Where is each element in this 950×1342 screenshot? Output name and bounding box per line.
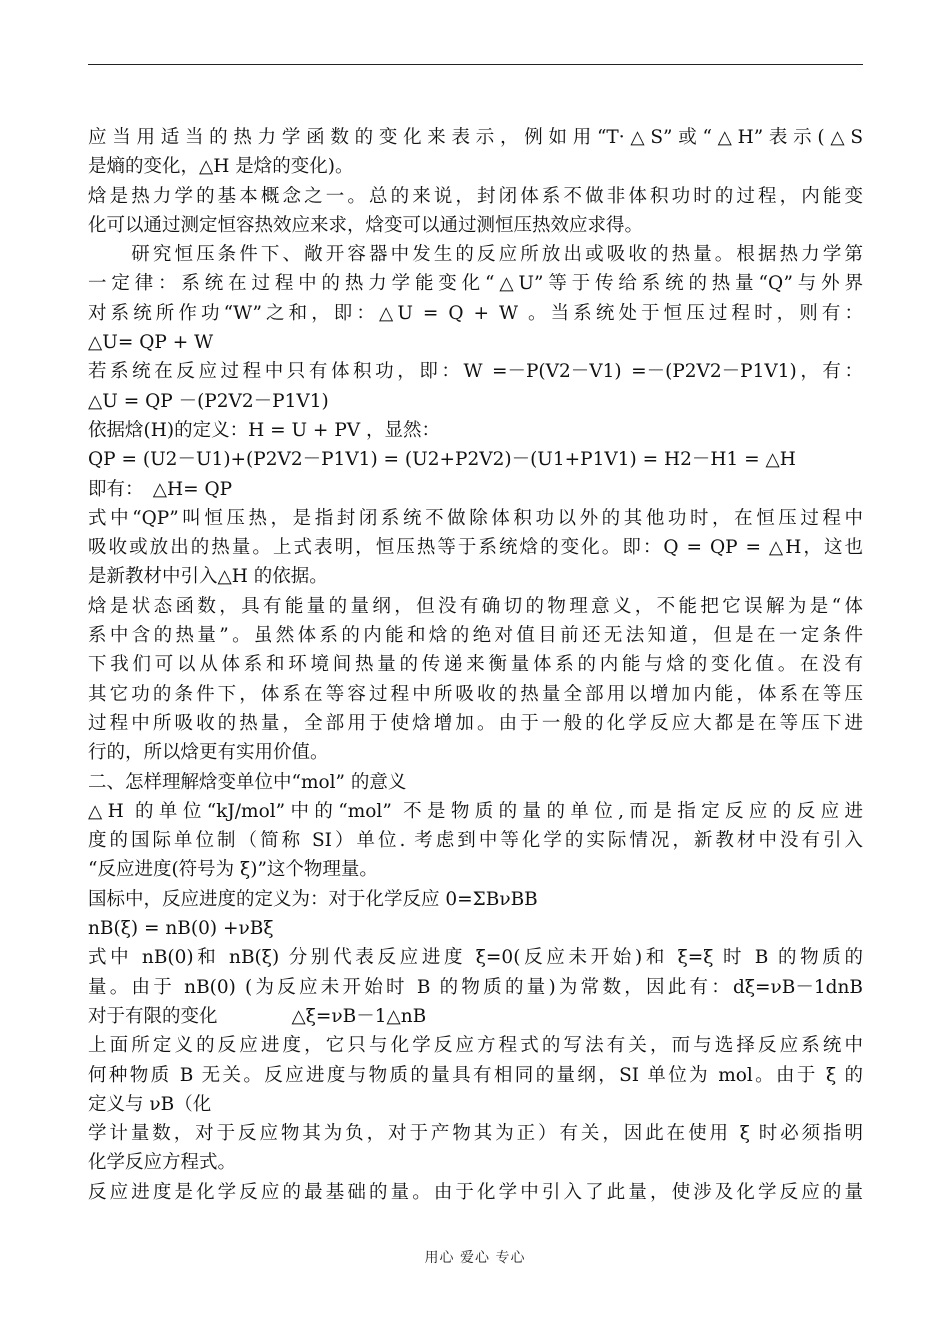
text-line: 度的国际单位制（简称 SI）单位. 考虑到中等化学的实际情况，新教材中没有引入 (88, 830, 863, 852)
text-line: 系中含的热量”。虽然体系的内能和焓的绝对值目前还无法知道，但是在一定条件 (88, 625, 863, 647)
text-line: 吸收或放出的热量。上式表明，恒压热等于系统焓的变化。即：Q = QP = △H，这也 (88, 537, 863, 559)
text-line: QP = (U2－U1)+(P2V2－P1V1) = (U2+P2V2)－(U1+P1V1) = H2－H1 = △H (88, 449, 796, 471)
document-body (88, 123, 863, 1207)
text-line: 上面所定义的反应进度，它只与化学反应方程式的写法有关，而与选择反应系统中 (88, 1035, 863, 1057)
text-line: 是熵的变化，△H 是焓的变化)。 (88, 156, 354, 178)
text-line: 一定律：系统在过程中的热力学能变化“△U”等于传给系统的热量“Q”与外界 (88, 273, 863, 295)
text-line: 二、怎样理解焓变单位中“mol” 的意义 (88, 771, 407, 793)
text-line: 应当用适当的热力学函数的变化来表示，例如用“T·△S”或“△H”表示(△S (88, 127, 863, 148)
text-line: 学计量数，对于反应物其为负，对于产物其为正）有关，因此在使用 ξ 时必须指明 (88, 1123, 863, 1145)
text-line: 式中 nB(0)和 nB(ξ) 分别代表反应进度 ξ=0(反应未开始)和 ξ=ξ 时 B 的物质的 (88, 947, 863, 969)
text-line: △U= QP + W (88, 332, 214, 354)
text-line: △H 的单位“kJ/mol”中的“mol” 不是物质的量的单位,而是指定反应的反应进 (88, 800, 863, 822)
text-line: 对系统所作功“W”之和，即：△U = Q + W 。当系统处于恒压过程时，则有： (88, 302, 863, 324)
text-line: 过程中所吸收的热量，全部用于使焓增加。由于一般的化学反应大都是在等压下进 (88, 712, 863, 734)
text-line: 即有： △H= QP (88, 478, 233, 500)
text-line: 若系统在反应过程中只有体积功，即：W =－P(V2－V1) =－(P2V2－P1V1)，有： (88, 361, 863, 383)
text-line: 是新教材中引入△H 的依据。 (88, 566, 328, 588)
text-line: 依据焓(H)的定义：H = U + PV ，显然： (88, 419, 441, 441)
text-line: 研究恒压条件下、敞开容器中发生的反应所放出或吸收的热量。根据热力学第 (88, 244, 863, 266)
text-line: 国标中，反应进度的定义为：对于化学反应 0=ΣBνBB (88, 888, 538, 910)
text-line: 式中“QP”叫恒压热，是指封闭系统不做除体积功以外的其他功时，在恒压过程中 (88, 507, 863, 529)
text-line: 焓是状态函数，具有能量的量纲，但没有确切的物理意义，不能把它误解为是“体 (88, 595, 863, 617)
text-line: △U = QP －(P2V2－P1V1) (88, 390, 329, 412)
text-line: 焓是热力学的基本概念之一。总的来说，封闭体系不做非体积功时的过程，内能变 (88, 185, 863, 207)
header-rule (88, 64, 863, 65)
text-line: 定义与 νB（化 (88, 1093, 212, 1115)
text-line: “反应进度(符号为 ξ)”这个物理量。 (88, 859, 378, 881)
page-footer: 用心 爱心 专心 (424, 1250, 526, 1266)
text-line: 量。由于 nB(0) (为反应未开始时 B 的物质的量)为常数，因此有：dξ=νB－1dnB (88, 976, 863, 998)
text-line: 反应进度是化学反应的最基础的量。由于化学中引入了此量，使涉及化学反应的量 (88, 1181, 863, 1203)
text-line: 对于有限的变化 △ξ=νB－1△nB (88, 1005, 427, 1027)
text-line: 行的，所以焓更有实用价值。 (88, 742, 329, 764)
text-line: 其它功的条件下，体系在等容过程中所吸收的热量全部用以增加内能，体系在等压 (88, 683, 863, 705)
text-line: 化学反应方程式。 (88, 1152, 237, 1174)
text-line: 下我们可以从体系和环境间热量的传递来衡量体系的内能与焓的变化值。在没有 (88, 654, 863, 676)
text-line: 化可以通过测定恒容热效应来求，焓变可以通过测恒压热效应求得。 (88, 214, 644, 236)
text-line: nB(ξ) = nB(0) +νBξ (88, 918, 274, 940)
text-line: 何种物质 B 无关。反应进度与物质的量具有相同的量纲，SI 单位为 mol。由于 ξ 的 (88, 1064, 863, 1086)
